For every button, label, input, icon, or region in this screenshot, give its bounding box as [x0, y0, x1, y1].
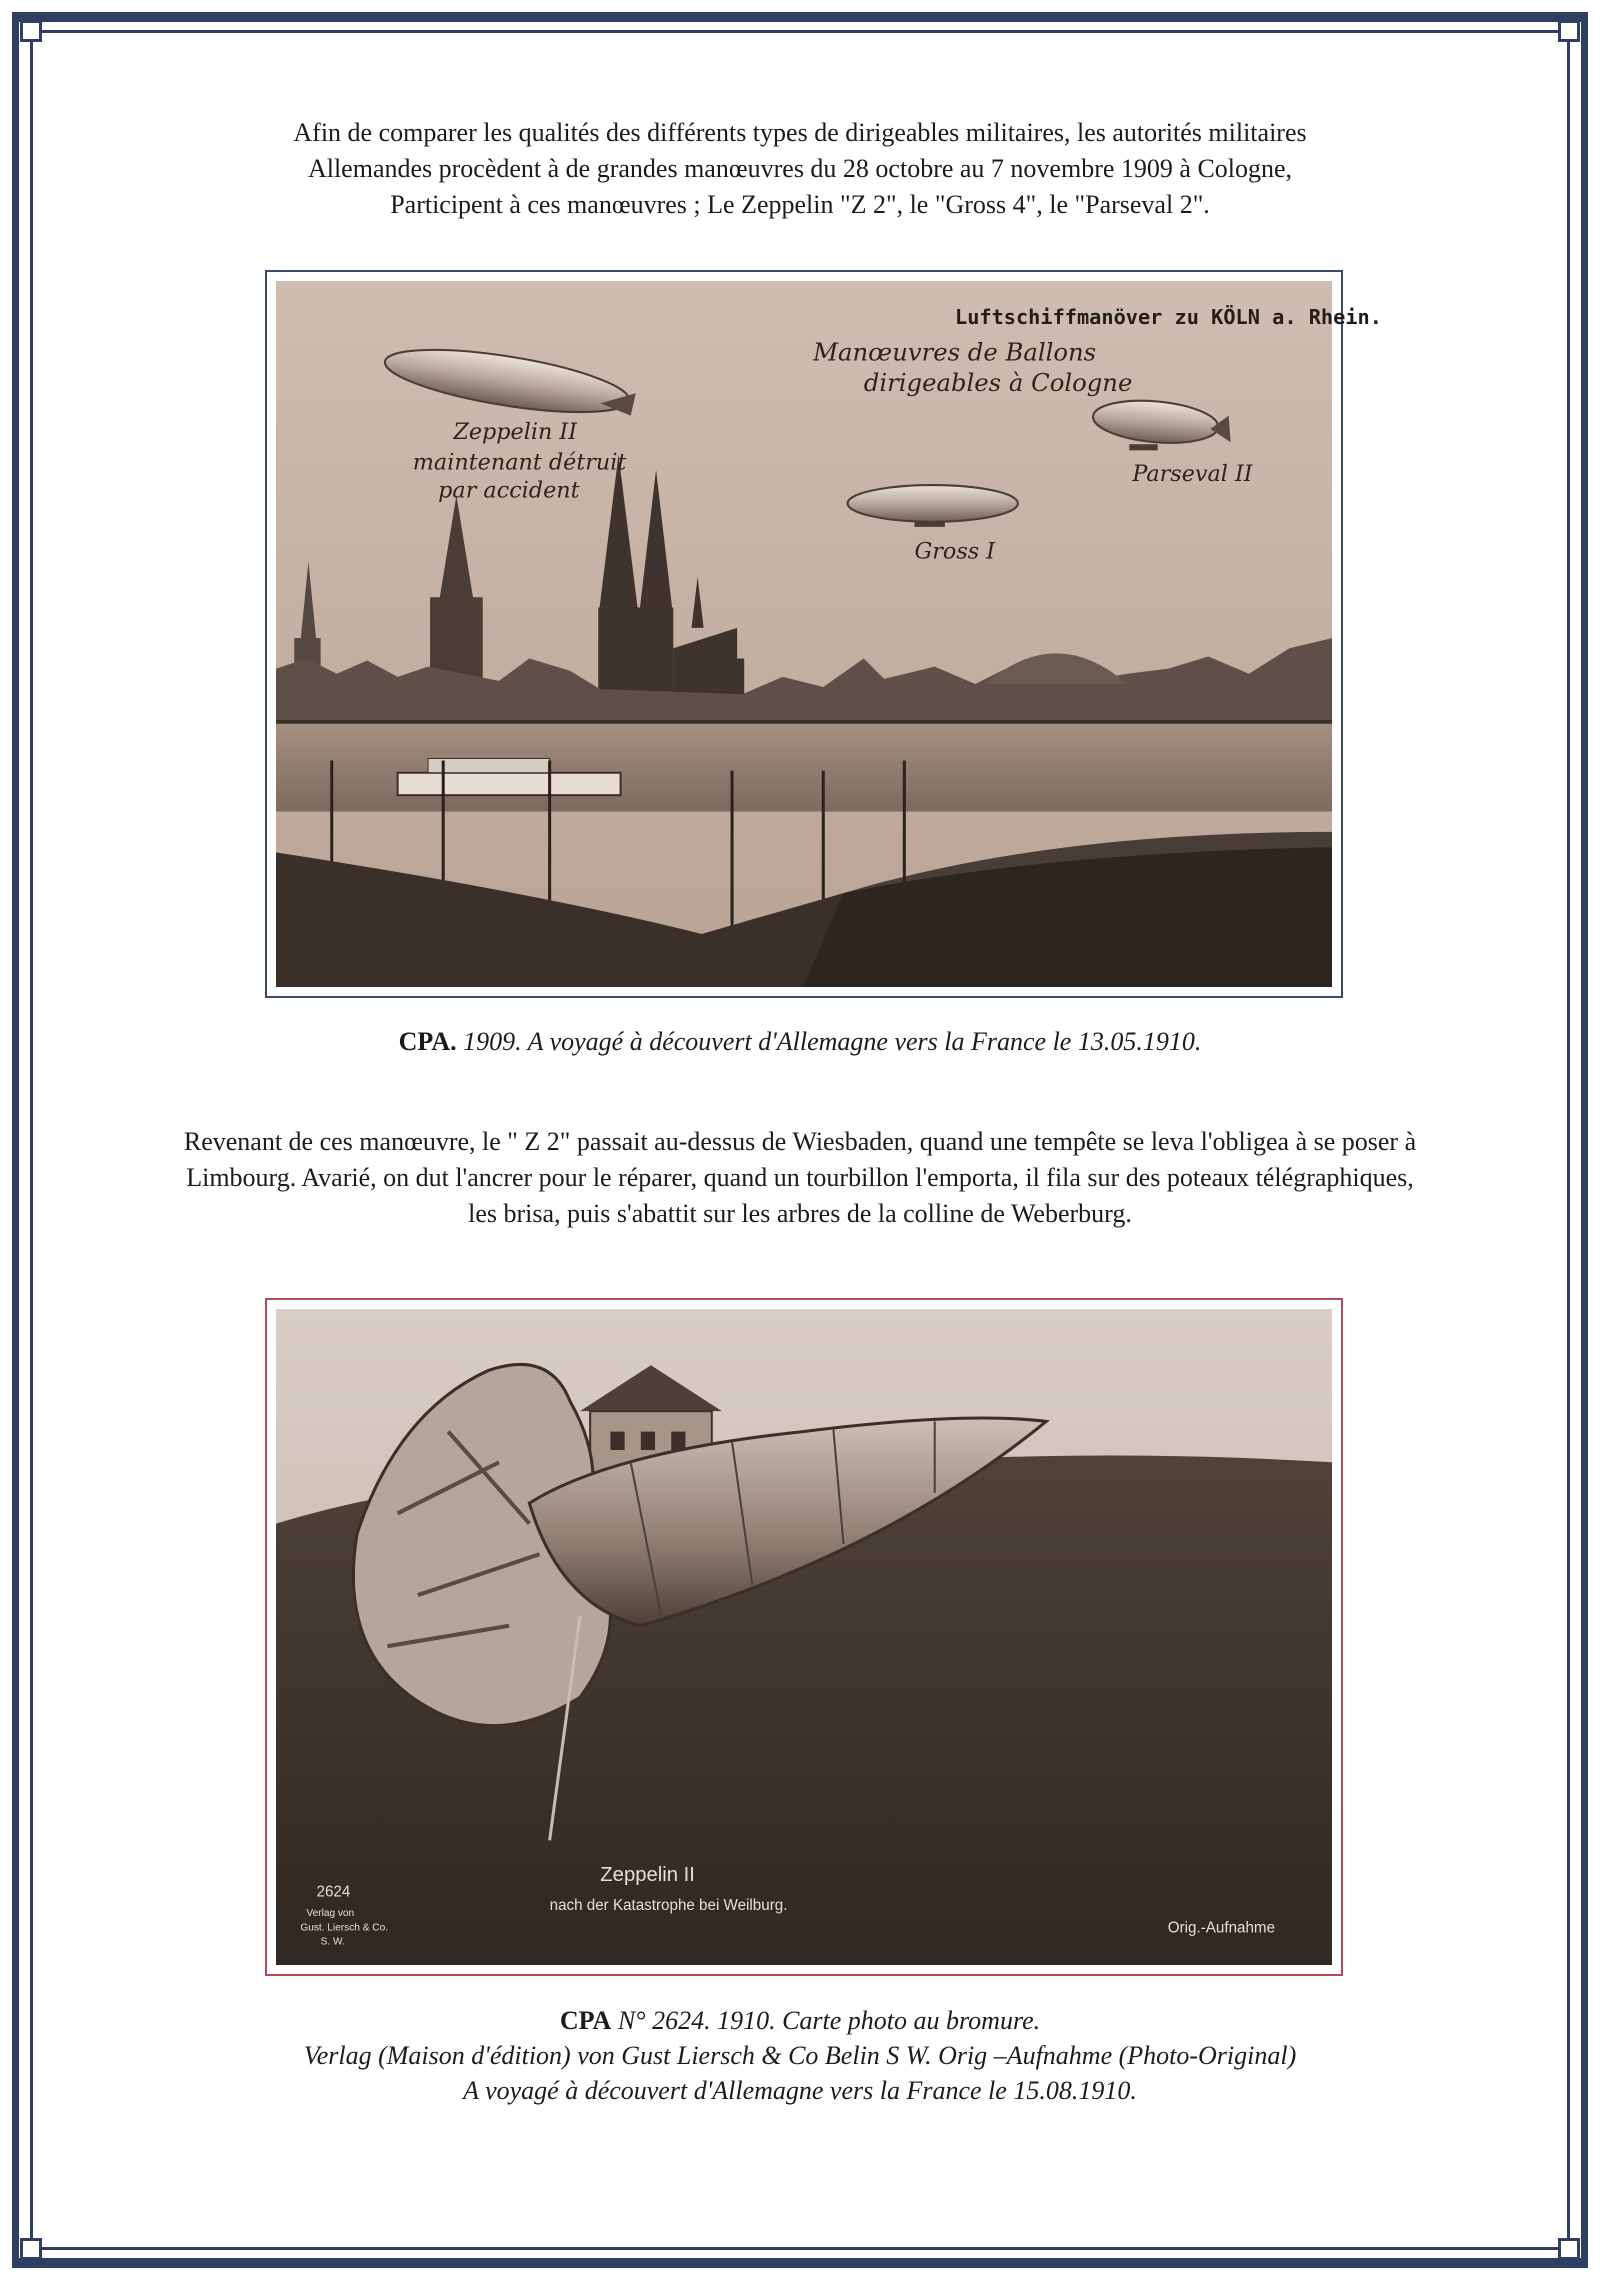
- postcard-cologne-caption: [60, 1024, 1540, 1059]
- postcard-printed-title: Luftschiffmanöver zu KÖLN a. Rhein.: [955, 304, 1382, 329]
- frame-corner-top-left: [20, 20, 42, 42]
- intro-line: Participent à ces manœuvres ; Le Zeppelin "Z 2", le "Gross 4", le "Parseval 2".: [390, 190, 1210, 219]
- intro-line: Afin de comparer les qualités des différents types de dirigeables militaires, les autorités militaires: [293, 118, 1307, 147]
- intro-line: Allemandes procèdent à de grandes manœuvres du 28 octobre au 7 novembre 1909 à Cologne,: [307, 154, 1293, 183]
- postcard-cologne-image: [276, 281, 1382, 987]
- photo-publisher-line-2: Gust. Liersch & Co.: [300, 1922, 389, 1934]
- story-line: Revenant de ces manœuvre, le " Z 2" passait au-dessus de Wiesbaden, quand une tempête se leva l'obligea à se poser à: [183, 1127, 1417, 1156]
- caption-cpa-label: CPA.: [398, 1027, 457, 1056]
- postcard-wreck-mount: [265, 1298, 1343, 1976]
- photo-title: Zeppelin II: [600, 1864, 695, 1887]
- handwritten-zeppelin-label: Zeppelin II: [453, 419, 578, 446]
- caption-cologne-text: 1909. A voyagé à découvert d'Allemagne vers la France le 13.05.1910.: [456, 1027, 1202, 1056]
- caption-wreck-line-2: Verlag (Maison d'édition) von Gust Liersch & Co Belin S W. Orig –Aufnahme (Photo-Original): [303, 2041, 1297, 2070]
- frame-corner-bottom-right: [1558, 2238, 1580, 2260]
- handwritten-accident-note: par accident: [438, 477, 580, 504]
- photo-orig-label: Orig.-Aufnahme: [1167, 1919, 1276, 1937]
- photo-subtitle: nach der Katastrophe bei Weilburg.: [549, 1896, 788, 1914]
- photo-publisher-line-3: S. W.: [320, 1936, 345, 1948]
- caption-cpa-label: CPA: [559, 2006, 612, 2035]
- postcard-cologne-illustration: [276, 281, 1382, 987]
- postcard-wreck-caption: [60, 2003, 1540, 2108]
- handwritten-destroyed-note: maintenant détruit: [412, 449, 627, 476]
- caption-wreck-line-1: N° 2624. 1910. Carte photo au bromure.: [611, 2006, 1041, 2035]
- frame-corner-top-right: [1558, 20, 1580, 42]
- intro-paragraph: [60, 115, 1540, 223]
- frame-corner-bottom-left: [20, 2238, 42, 2260]
- story-paragraph: [60, 1124, 1540, 1232]
- postcard-cologne-mount: [265, 270, 1382, 998]
- photo-publisher-line-1: Verlag von: [306, 1907, 355, 1919]
- handwritten-gross-label: Gross I: [914, 538, 996, 565]
- postcard-wreck-photo: [276, 1309, 1332, 1965]
- story-line: les brisa, puis s'abattit sur les arbres de la colline de Weberburg.: [468, 1199, 1132, 1228]
- story-line: Limbourg. Avarié, on dut l'ancrer pour le réparer, quand un tourbillon l'emporta, il fila sur des poteaux télégraphiques,: [186, 1163, 1414, 1192]
- postcard-wreck-image: [276, 1309, 1332, 1965]
- caption-wreck-line-3: A voyagé à découvert d'Allemagne vers la France le 15.08.1910.: [463, 2076, 1137, 2105]
- handwritten-heading-1: Manœuvres de Ballons: [813, 337, 1097, 367]
- handwritten-parseval-label: Parseval II: [1132, 460, 1253, 487]
- photo-number: 2624: [316, 1883, 351, 1901]
- handwritten-heading-2: dirigeables à Cologne: [863, 368, 1133, 398]
